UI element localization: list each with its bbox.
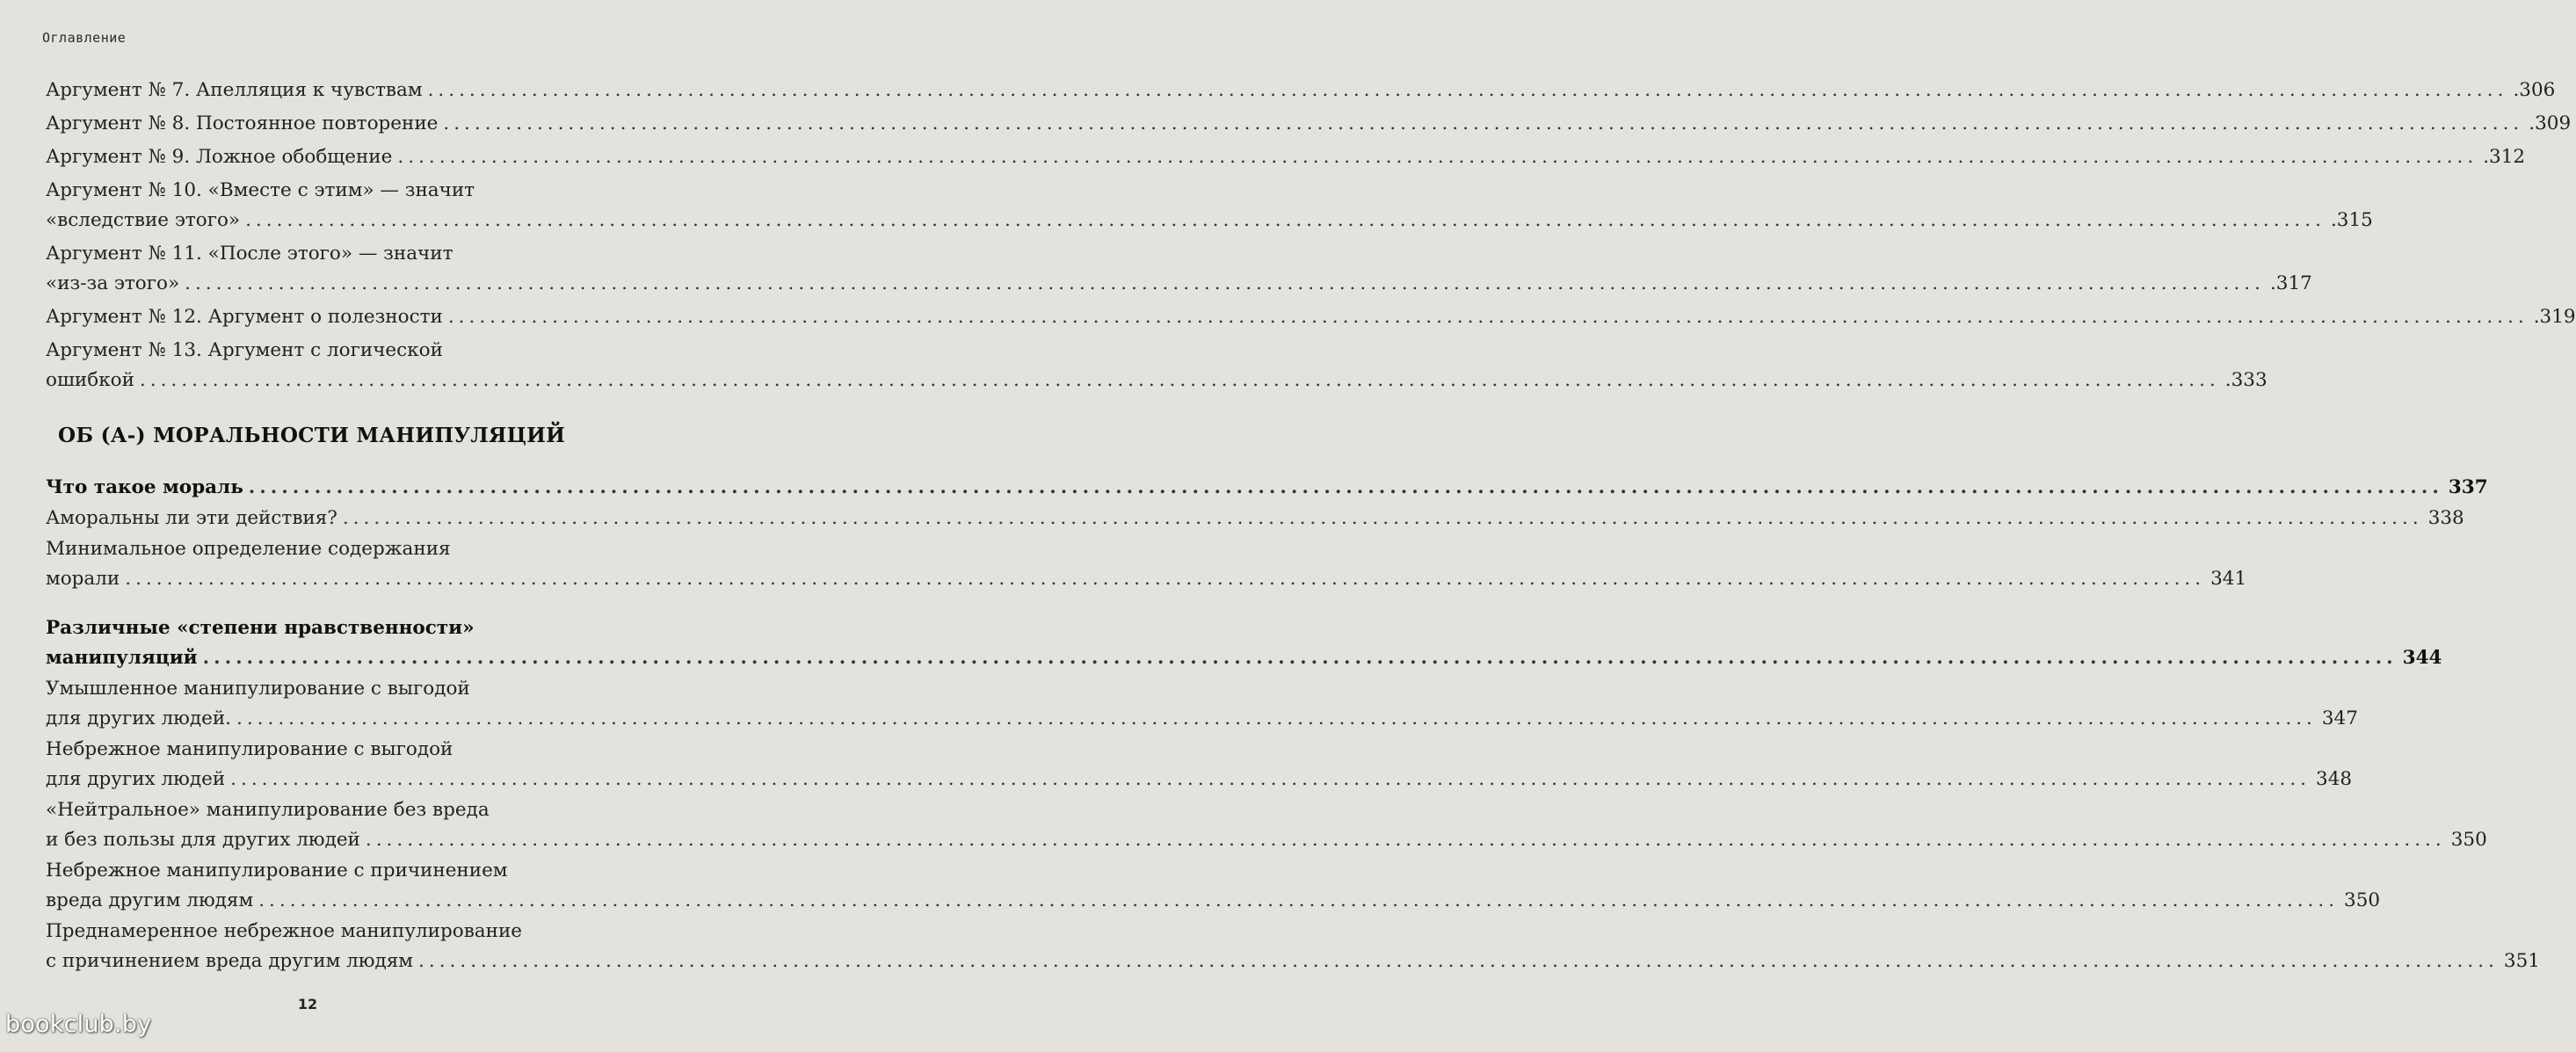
toc-entry-title: с причинением вреда другим людям [46, 950, 414, 972]
toc-entry-page: 351 [2503, 950, 2540, 972]
toc-entry [46, 142, 2526, 172]
dot-leader: ........................................................................................................................................................................................................ [443, 112, 2524, 134]
toc-entry [46, 856, 2381, 916]
dot-leader: ........................................................................................................................................................................................................ [342, 507, 2423, 529]
toc-entry-title-line: Небрежное манипулирование с причинением [46, 860, 508, 882]
toc-entry-page: .317 [2269, 272, 2312, 294]
dot-leader: ........................................................................................................................................................................................................ [185, 272, 2265, 294]
toc-entry-page: .315 [2330, 209, 2373, 231]
toc-entry [46, 504, 2464, 533]
toc-entry [46, 76, 2556, 105]
toc-entry-title: «из-за этого» [46, 272, 180, 294]
toc-entry [46, 336, 2268, 395]
toc-entry-page: 348 [2316, 768, 2353, 790]
dot-leader: ........................................................................................................................................................................................................ [397, 146, 2478, 168]
toc-entry-title-line: Аргумент № 11. «После этого» — значит [46, 243, 454, 265]
toc-entry-page: .319 [2533, 306, 2576, 328]
toc-entry-title: морали [46, 568, 120, 590]
toc-entry [46, 176, 2373, 236]
watermark-logo: bookclub.by [5, 1011, 152, 1038]
toc-entry-title: и без пользы для других людей [46, 829, 360, 851]
toc-entry-title-line: Преднамеренное небрежное манипулирование [46, 920, 522, 942]
toc-entry-page: 350 [2344, 889, 2381, 911]
toc-entry-title: Аргумент № 7. Апелляция к чувствам [46, 79, 423, 101]
toc-entry [46, 302, 2576, 332]
toc-entry-page: 337 [2448, 476, 2488, 498]
toc-entry-title: манипуляций [46, 647, 198, 669]
running-head: Оглавление [42, 30, 127, 46]
toc-entry-title: ошибкой [46, 369, 134, 391]
dot-leader: ........................................................................................................................................................................................................ [248, 476, 2443, 498]
section-title: ОБ (А-) МОРАЛЬНОСТИ МАНИПУЛЯЦИЙ [58, 424, 566, 447]
toc-entry-page: .306 [2513, 79, 2556, 101]
dot-leader: ........................................................................................................................................................................................................ [236, 707, 2317, 729]
toc-entry-title: Аморальны ли эти действия? [46, 507, 337, 529]
toc-entry-title-line: Небрежное манипулирование с выгодой [46, 738, 454, 760]
toc-entry-title-line: Умышленное манипулирование с выгодой [46, 678, 470, 700]
dot-leader: ........................................................................................................................................................................................................ [427, 79, 2508, 101]
toc-entry-page: 344 [2402, 647, 2442, 669]
toc-entry [46, 735, 2353, 794]
toc-entry-title: для других людей [46, 768, 226, 790]
toc-entry-title-line: Аргумент № 10. «Вместе с этим» — значит [46, 179, 475, 201]
toc-list-morality [46, 473, 2540, 976]
dot-leader: ........................................................................................................................................................................................................ [230, 768, 2311, 790]
dot-leader: ........................................................................................................................................................................................................ [139, 369, 2220, 391]
toc-entry [46, 917, 2540, 976]
toc-entry-page: 338 [2427, 507, 2464, 529]
toc-entry-page: .333 [2224, 369, 2268, 391]
toc-entry-page: 341 [2210, 568, 2247, 590]
toc-entry-page: 350 [2450, 829, 2487, 851]
toc-entry-title: Аргумент № 9. Ложное обобщение [46, 146, 393, 168]
toc-entry [46, 239, 2312, 299]
toc-entry-title: Аргумент № 8. Постоянное повторение [46, 112, 439, 134]
toc-entry-title-line: Аргумент № 13. Аргумент с логической [46, 339, 443, 361]
toc-entry-title: «вследствие этого» [46, 209, 241, 231]
toc-entry [46, 109, 2572, 139]
dot-leader: ........................................................................................................................................................................................................ [202, 647, 2398, 669]
toc-entry-title: Аргумент № 12. Аргумент о полезности [46, 306, 443, 328]
toc-entry [46, 534, 2247, 594]
toc-list-arguments [46, 76, 2576, 395]
toc-entry [46, 613, 2442, 673]
toc-entry-title: вреда другим людям [46, 889, 254, 911]
toc-entry-page: 347 [2321, 707, 2358, 729]
toc-entry-title: для других людей. [46, 707, 232, 729]
dot-leader: ........................................................................................................................................................................................................ [365, 829, 2446, 851]
page-number: 12 [297, 996, 318, 1012]
toc-entry-page: .312 [2483, 146, 2526, 168]
toc-entry-page: .309 [2529, 112, 2572, 134]
dot-leader: ........................................................................................................................................................................................................ [447, 306, 2529, 328]
toc-entry-title-line: «Нейтральное» манипулирование без вреда [46, 799, 490, 821]
toc-entry-title-line: Минимальное определение содержания [46, 538, 451, 560]
toc-entry [46, 795, 2487, 855]
toc-entry-title-line: Различные «степени нравственности» [46, 617, 475, 639]
dot-leader: ........................................................................................................................................................................................................ [245, 209, 2326, 231]
toc-entry [46, 473, 2488, 503]
dot-leader: ........................................................................................................................................................................................................ [418, 950, 2499, 972]
dot-leader: ........................................................................................................................................................................................................ [125, 568, 2206, 590]
dot-leader: ........................................................................................................................................................................................................ [258, 889, 2340, 911]
toc-entry [46, 674, 2358, 734]
toc-entry-title: Что такое мораль [46, 476, 243, 498]
